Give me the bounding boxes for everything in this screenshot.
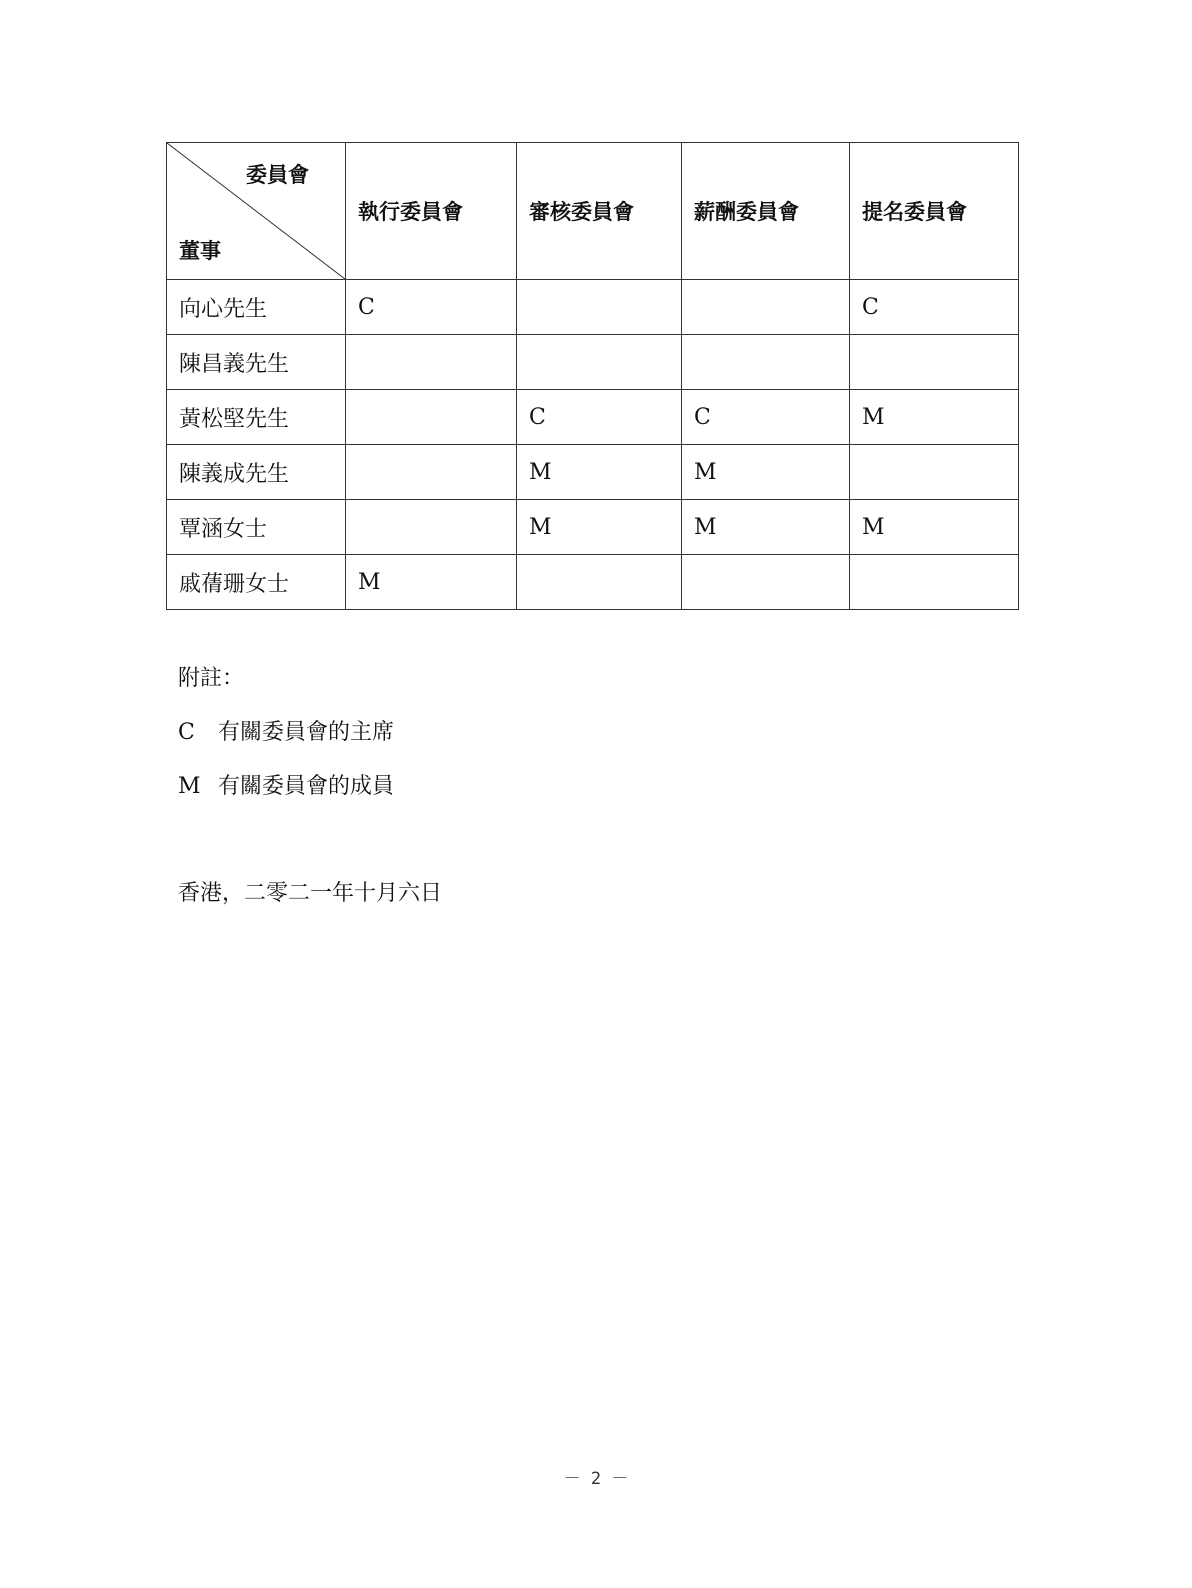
table-cell [517, 555, 682, 610]
table-row [167, 555, 1019, 610]
director-name: 陳義成先生 [167, 445, 346, 500]
table-cell [346, 390, 517, 445]
table-cell: M [850, 500, 1019, 555]
column-header: 執行委員會 [346, 143, 517, 280]
table-cell: C [682, 390, 850, 445]
table-cell [850, 445, 1019, 500]
note-code: C [178, 720, 195, 745]
committee-membership-table [166, 142, 1019, 610]
table-row [167, 445, 1019, 500]
table-cell: C [517, 390, 682, 445]
table-cell [517, 335, 682, 390]
table-cell: M [517, 500, 682, 555]
table-cell [346, 500, 517, 555]
table-cell [682, 335, 850, 390]
table-cell [346, 335, 517, 390]
table-cell: C [346, 280, 517, 335]
table-cell [682, 280, 850, 335]
note-text: 有關委員會的主席 [218, 720, 395, 745]
note-item [178, 770, 394, 824]
place-and-date: 香港，二零二一年十月六日 [178, 881, 443, 906]
corner-director-label: 董事 [179, 239, 221, 263]
director-name: 戚蒨珊女士 [167, 555, 346, 610]
table-cell: M [346, 555, 517, 610]
corner-committee-label: 委員會 [246, 163, 309, 187]
notes-title: 附註： [178, 666, 245, 691]
table-cell: M [850, 390, 1019, 445]
director-name: 陳昌義先生 [167, 335, 346, 390]
table-cell [346, 445, 517, 500]
table-cell: M [682, 500, 850, 555]
table-row [167, 280, 1019, 335]
table-header-row [167, 143, 1019, 280]
table-row [167, 390, 1019, 445]
table-cell [850, 555, 1019, 610]
table-cell: M [517, 445, 682, 500]
column-header: 薪酬委員會 [682, 143, 850, 280]
table-cell [517, 280, 682, 335]
page-number: － 2 － [563, 1469, 629, 1489]
table-cell: C [850, 280, 1019, 335]
table-cell [682, 555, 850, 610]
table-row [167, 500, 1019, 555]
table-cell: M [682, 445, 850, 500]
note-item [178, 716, 394, 770]
note-code: M [178, 774, 201, 799]
table-cell [850, 335, 1019, 390]
table-row [167, 335, 1019, 390]
notes-section [178, 662, 394, 824]
corner-header-cell [167, 143, 346, 280]
director-name: 向心先生 [167, 280, 346, 335]
column-header: 提名委員會 [850, 143, 1019, 280]
note-text: 有關委員會的成員 [218, 774, 395, 799]
director-name: 覃涵女士 [167, 500, 346, 555]
column-header: 審核委員會 [517, 143, 682, 280]
director-name: 黃松堅先生 [167, 390, 346, 445]
